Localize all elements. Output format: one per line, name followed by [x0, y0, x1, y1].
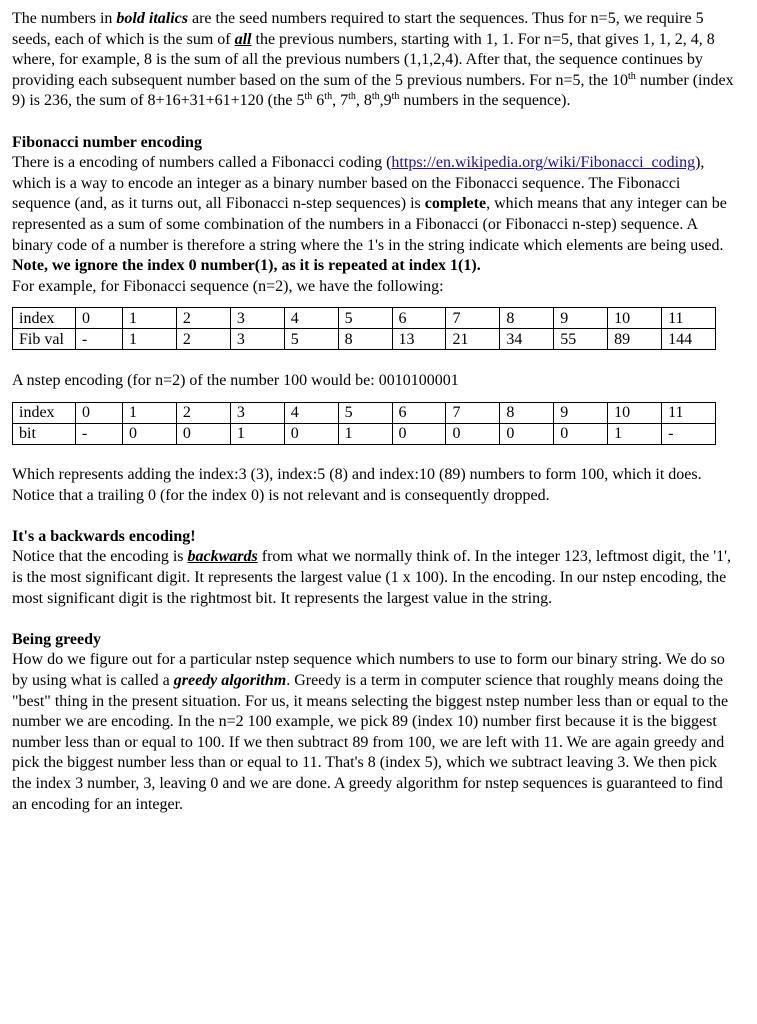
fib-table: [12, 307, 716, 350]
heading-backwards: It's a backwards encoding!: [12, 527, 196, 545]
encoding-line: A nstep encoding (for n=2) of the number 100 would be: 0010100001: [12, 371, 459, 389]
table-cell: 0: [446, 423, 500, 444]
table-cell: 3: [230, 308, 284, 329]
seeds-paragraph: The numbers in bold italics are the seed numbers required to start the sequences. Thus for n=5, we require 5 seeds, each of which is the sum of all the previous numbers, starting with 1, 1. For n=5, that gives 1, 1, 2, 4, 8 where, for example, 8 is the sum of all the previous numbers (1,1,2,4). After that, the sequence continues by providing each subsequent number based on the sum of the 5 previous numbers. For n=5, the 10th number (index 9) is 236, the sum of 8+16+31+61+120 (the 5th 6th, 7th, 8th,9th numbers in the sequence).: [12, 10, 734, 110]
table-cell: 1: [123, 402, 177, 423]
table-cell: -: [76, 329, 123, 350]
table-cell: -: [662, 423, 716, 444]
table-cell: 11: [662, 308, 716, 329]
example-intro: For example, for Fibonacci sequence (n=2), we have the following:: [12, 277, 444, 295]
table-cell: 3: [230, 402, 284, 423]
bit-value-row: [13, 423, 716, 444]
table-cell: 34: [500, 329, 554, 350]
table-cell: 0: [284, 423, 338, 444]
represents-paragraph: Which represents adding the index:3 (3), index:5 (8) and index:10 (89) numbers to form 100, which it does. Notice that a trailing 0 (for the index 0) is not relevant and is consequently dropped.: [12, 466, 702, 504]
backwards-paragraph: Notice that the encoding is backwards from what we normally think of. In the integer 123, leftmost digit, the '1', is the most significant digit. It represents the largest value (1 x 100). In the encoding. In our nstep encoding, the most significant digit is the rightmost bit. It represents the largest value in the string.: [12, 548, 731, 607]
emphasis-bold-italics: bold italics: [116, 10, 188, 27]
table-cell: 0: [176, 423, 230, 444]
table-cell: 5: [338, 402, 392, 423]
table-cell: 8: [338, 329, 392, 350]
table-cell: 55: [554, 329, 608, 350]
table-cell: 1: [123, 329, 177, 350]
fib-value-row: [13, 329, 716, 350]
table-cell: 13: [392, 329, 446, 350]
fib-index-row: [13, 308, 716, 329]
table-cell: 5: [338, 308, 392, 329]
table-cell: 21: [446, 329, 500, 350]
table-cell: 4: [284, 402, 338, 423]
table-cell: index: [13, 402, 76, 423]
table-cell: index: [13, 308, 76, 329]
table-cell: 10: [608, 308, 662, 329]
heading-fibonacci-encoding: Fibonacci number encoding: [12, 133, 202, 151]
table-cell: 1: [338, 423, 392, 444]
bit-index-row: [13, 402, 716, 423]
emphasis-greedy-algorithm: greedy algorithm: [173, 672, 287, 690]
table-cell: 0: [554, 423, 608, 444]
table-cell: 1: [123, 308, 177, 329]
table-cell: 4: [284, 308, 338, 329]
note-paragraph: Note, we ignore the index 0 number(1), as it is repeated at index 1(1).: [12, 257, 481, 275]
table-cell: 0: [500, 423, 554, 444]
wikipedia-link[interactable]: https://en.wikipedia.org/wiki/Fibonacci_coding: [391, 154, 696, 172]
table-cell: 10: [608, 402, 662, 423]
table-cell: 0: [392, 423, 446, 444]
table-cell: 5: [284, 329, 338, 350]
table-cell: 7: [446, 308, 500, 329]
table-cell: 6: [392, 308, 446, 329]
table-cell: 9: [554, 308, 608, 329]
table-cell: 89: [608, 329, 662, 350]
fib-table-wrap: [12, 307, 737, 350]
table-cell: 144: [662, 329, 716, 350]
table-cell: 6: [392, 402, 446, 423]
table-cell: 9: [554, 402, 608, 423]
encoding-paragraph: There is a encoding of numbers called a Fibonacci coding (https://en.wikipedia.org/wiki/Fibonacci_coding), which is a way to encode an integer as a binary number based on the Fibonacci sequence. The Fibonacci sequence (and, as it turns out, all Fibonacci n-step sequences) is complete, which means that any integer can be represented as a sum of some combination of the numbers in a Fibonacci (or Fibonacci n-step) sequence. A binary code of a number is therefore a string where the 1's in the string indicate which elements are being used.: [12, 154, 727, 254]
table-cell: 1: [230, 423, 284, 444]
bit-table-wrap: [12, 402, 737, 445]
table-cell: 7: [446, 402, 500, 423]
table-cell: 8: [500, 402, 554, 423]
table-cell: 0: [76, 308, 123, 329]
table-cell: 3: [230, 329, 284, 350]
greedy-paragraph: How do we figure out for a particular nstep sequence which numbers to use to form our binary string. We do so by using what is called a greedy algorithm. Greedy is a term in computer science that roughly means doing the "best" thing in the present situation. For us, it means selecting the biggest nstep number less than or equal to the number we are encoding. In the n=2 100 example, we pick 89 (index 10) number first because it is the biggest number less than or equal to 100. If we then subtract 89 from 100, we are left with 11. We are again greedy and pick the biggest number less than or equal to 11. That's 8 (index 5), which we subtract leaving 3. We then pick the index 3 number, 3, leaving 0 and we are done. A greedy algorithm for nstep sequences is guaranteed to find an encoding for an integer.: [12, 651, 729, 813]
emphasis-all: all: [234, 30, 252, 48]
table-cell: 11: [662, 402, 716, 423]
table-cell: 2: [176, 308, 230, 329]
table-cell: bit: [13, 423, 76, 444]
document-page: [12, 9, 737, 815]
table-cell: Fib val: [13, 329, 76, 350]
table-cell: 2: [176, 402, 230, 423]
bit-table: [12, 402, 716, 445]
table-cell: 8: [500, 308, 554, 329]
table-cell: 2: [176, 329, 230, 350]
emphasis-backwards: backwards: [187, 548, 258, 566]
emphasis-complete: complete: [424, 195, 487, 213]
table-cell: -: [76, 423, 123, 444]
table-cell: 0: [123, 423, 177, 444]
heading-greedy: Being greedy: [12, 630, 102, 648]
table-cell: 0: [76, 402, 123, 423]
table-cell: 1: [608, 423, 662, 444]
